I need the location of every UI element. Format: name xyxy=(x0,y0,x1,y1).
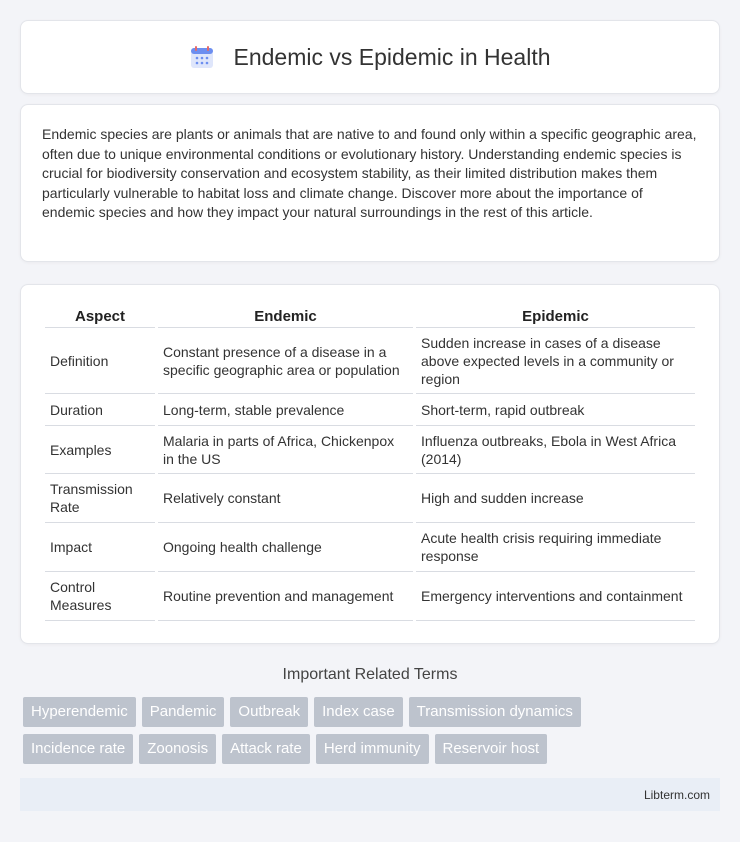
tag-outbreak[interactable]: Outbreak xyxy=(230,697,308,727)
cell-epidemic: High and sudden increase xyxy=(416,474,695,523)
tag-transmission-dynamics[interactable]: Transmission dynamics xyxy=(409,697,581,727)
header-aspect: Aspect xyxy=(45,303,155,328)
cell-epidemic: Sudden increase in cases of a disease above expected levels in a community or region xyxy=(416,328,695,394)
intro-card xyxy=(20,104,720,262)
table-row xyxy=(45,474,695,523)
cell-endemic: Relatively constant xyxy=(158,474,413,523)
cell-epidemic: Acute health crisis requiring immediate response xyxy=(416,523,695,572)
footer xyxy=(20,778,720,811)
tag-row xyxy=(23,734,723,764)
comparison-table-card xyxy=(20,284,720,644)
tag-row xyxy=(23,697,723,727)
tag-zoonosis[interactable]: Zoonosis xyxy=(139,734,216,764)
cell-aspect: Definition xyxy=(45,328,155,394)
header-epidemic: Epidemic xyxy=(416,303,695,328)
header-card xyxy=(20,20,720,94)
related-terms-title: Important Related Terms xyxy=(282,666,458,683)
tag-hyperendemic[interactable]: Hyperendemic xyxy=(23,697,136,727)
cell-endemic: Ongoing health challenge xyxy=(158,523,413,572)
cell-aspect: Transmission Rate xyxy=(45,474,155,523)
cell-aspect: Control Measures xyxy=(45,572,155,621)
cell-endemic: Constant presence of a disease in a specific geographic area or population xyxy=(158,328,413,394)
comparison-table xyxy=(42,303,698,621)
tag-reservoir-host[interactable]: Reservoir host xyxy=(435,734,548,764)
cell-aspect: Examples xyxy=(45,426,155,474)
table-header-row xyxy=(45,303,695,328)
tag-attack-rate[interactable]: Attack rate xyxy=(222,734,310,764)
cell-aspect: Duration xyxy=(45,394,155,426)
footer-site-link[interactable]: Libterm.com xyxy=(643,787,710,802)
table-row xyxy=(45,523,695,572)
table-row xyxy=(45,572,695,621)
page-title: Endemic vs Epidemic in Health xyxy=(233,43,551,70)
cell-aspect: Impact xyxy=(45,523,155,572)
cell-epidemic: Influenza outbreaks, Ebola in West Africa (2014) xyxy=(416,426,695,474)
table-row xyxy=(45,328,695,394)
tag-incidence-rate[interactable]: Incidence rate xyxy=(23,734,133,764)
calendar-icon xyxy=(189,44,215,70)
title-wrap xyxy=(189,44,550,71)
tag-index-case[interactable]: Index case xyxy=(314,697,403,727)
header-endemic: Endemic xyxy=(158,303,413,328)
cell-endemic: Routine prevention and management xyxy=(158,572,413,621)
cell-endemic: Long-term, stable prevalence xyxy=(158,394,413,426)
tag-pandemic[interactable]: Pandemic xyxy=(142,697,225,727)
related-terms-tags xyxy=(23,697,723,771)
table-row xyxy=(45,426,695,474)
cell-endemic: Malaria in parts of Africa, Chickenpox in the US xyxy=(158,426,413,474)
intro-text: Endemic species are plants or animals that are native to and found only within a specific geographic area, often due to unique environmental conditions or evolutionary history. Understanding endemic species is crucial for biodiversity conservation and ecosystem stability, as their limited distribution makes them particularly vulnerable to habitat loss and climate change. Discover more about the importance of endemic species and how they impact your natural surroundings in the rest of this article. xyxy=(42,126,697,221)
cell-epidemic: Emergency interventions and containment xyxy=(416,572,695,621)
cell-epidemic: Short-term, rapid outbreak xyxy=(416,394,695,426)
table-row xyxy=(45,394,695,426)
tag-herd-immunity[interactable]: Herd immunity xyxy=(316,734,429,764)
